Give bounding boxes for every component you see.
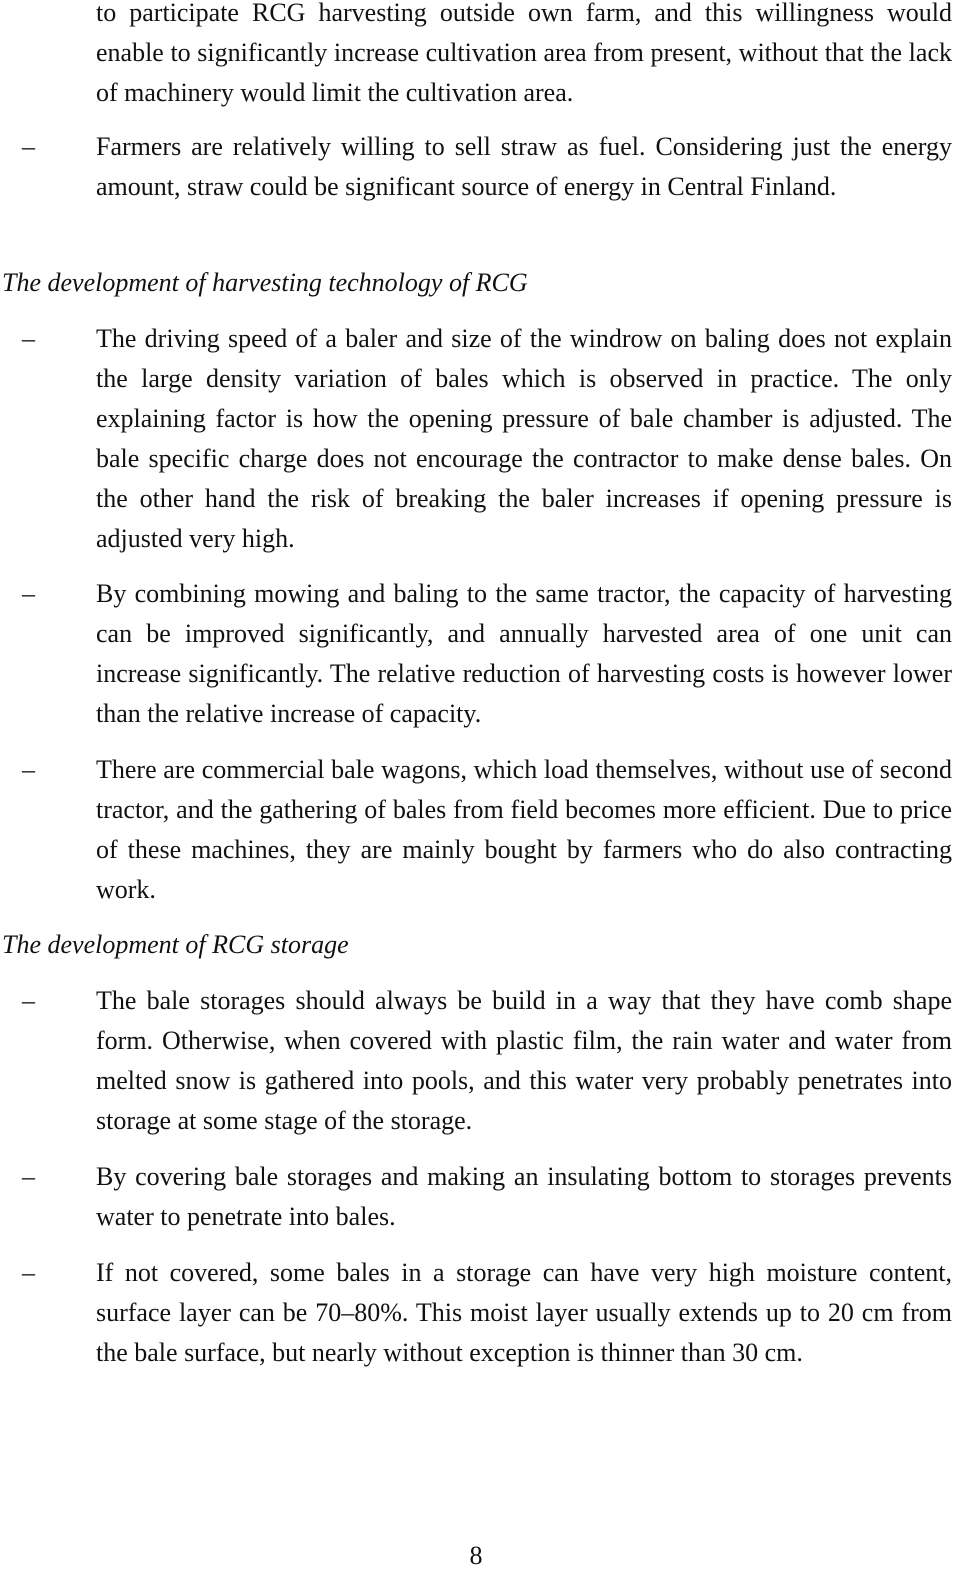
list-item-text: If not covered, some bales in a storage can have very high moisture content, surface layer can be 70–80%. This moist layer usually extends up to 20 cm from the bale surface, but nearly without exception is thinner than 30 cm. — [96, 1258, 952, 1367]
section-heading-storage: The development of RCG storage — [2, 930, 349, 959]
list-dash: – — [22, 579, 35, 608]
list-dash: – — [22, 986, 35, 1015]
list-item-text: The driving speed of a baler and size of the windrow on baling does not explain the large density variation of bales which is observed in practice. The only explaining factor is how the opening pressure of bale chamber is adjusted. The bale specific charge does not encourage the contractor to make dense bales. On the other hand the risk of breaking the baler increases if opening pressure is adjusted very high. — [96, 324, 952, 553]
list-item-text: The bale storages should always be build in a way that they have comb shape form. Otherwise, when covered with plastic film, the rain water and water from melted snow is gathered into pools, and this water very probably penetrates into storage at some stage of the storage. — [96, 986, 952, 1135]
list-item-text: By combining mowing and baling to the same tractor, the capacity of harvesting can be improved significantly, and annually harvested area of one unit can increase significantly. The relative reduction of harvesting costs is however lower than the relative increase of capacity. — [96, 579, 952, 728]
list-dash: – — [22, 132, 35, 161]
list-dash: – — [22, 1258, 35, 1287]
page-number: 8 — [469, 1541, 483, 1570]
list-dash: – — [22, 1162, 35, 1191]
list-item-text: Farmers are relatively willing to sell straw as fuel. Considering just the energy amount, straw could be significant source of energy in Central Finland. — [96, 132, 952, 201]
list-dash: – — [22, 324, 35, 353]
section-heading-harvesting: The development of harvesting technology of RCG — [2, 268, 528, 297]
continuation-paragraph: to participate RCG harvesting outside own farm, and this willingness would enable to significantly increase cultivation area from present, without that the lack of machinery would limit the cultivation area. — [96, 0, 952, 107]
list-item-text: There are commercial bale wagons, which load themselves, without use of second tractor, and the gathering of bales from field becomes more efficient. Due to price of these machines, they are mainly bought by farmers who do also contracting work. — [96, 755, 952, 904]
list-item-text: By covering bale storages and making an insulating bottom to storages prevents water to penetrate into bales. — [96, 1162, 952, 1231]
list-dash: – — [22, 755, 35, 784]
